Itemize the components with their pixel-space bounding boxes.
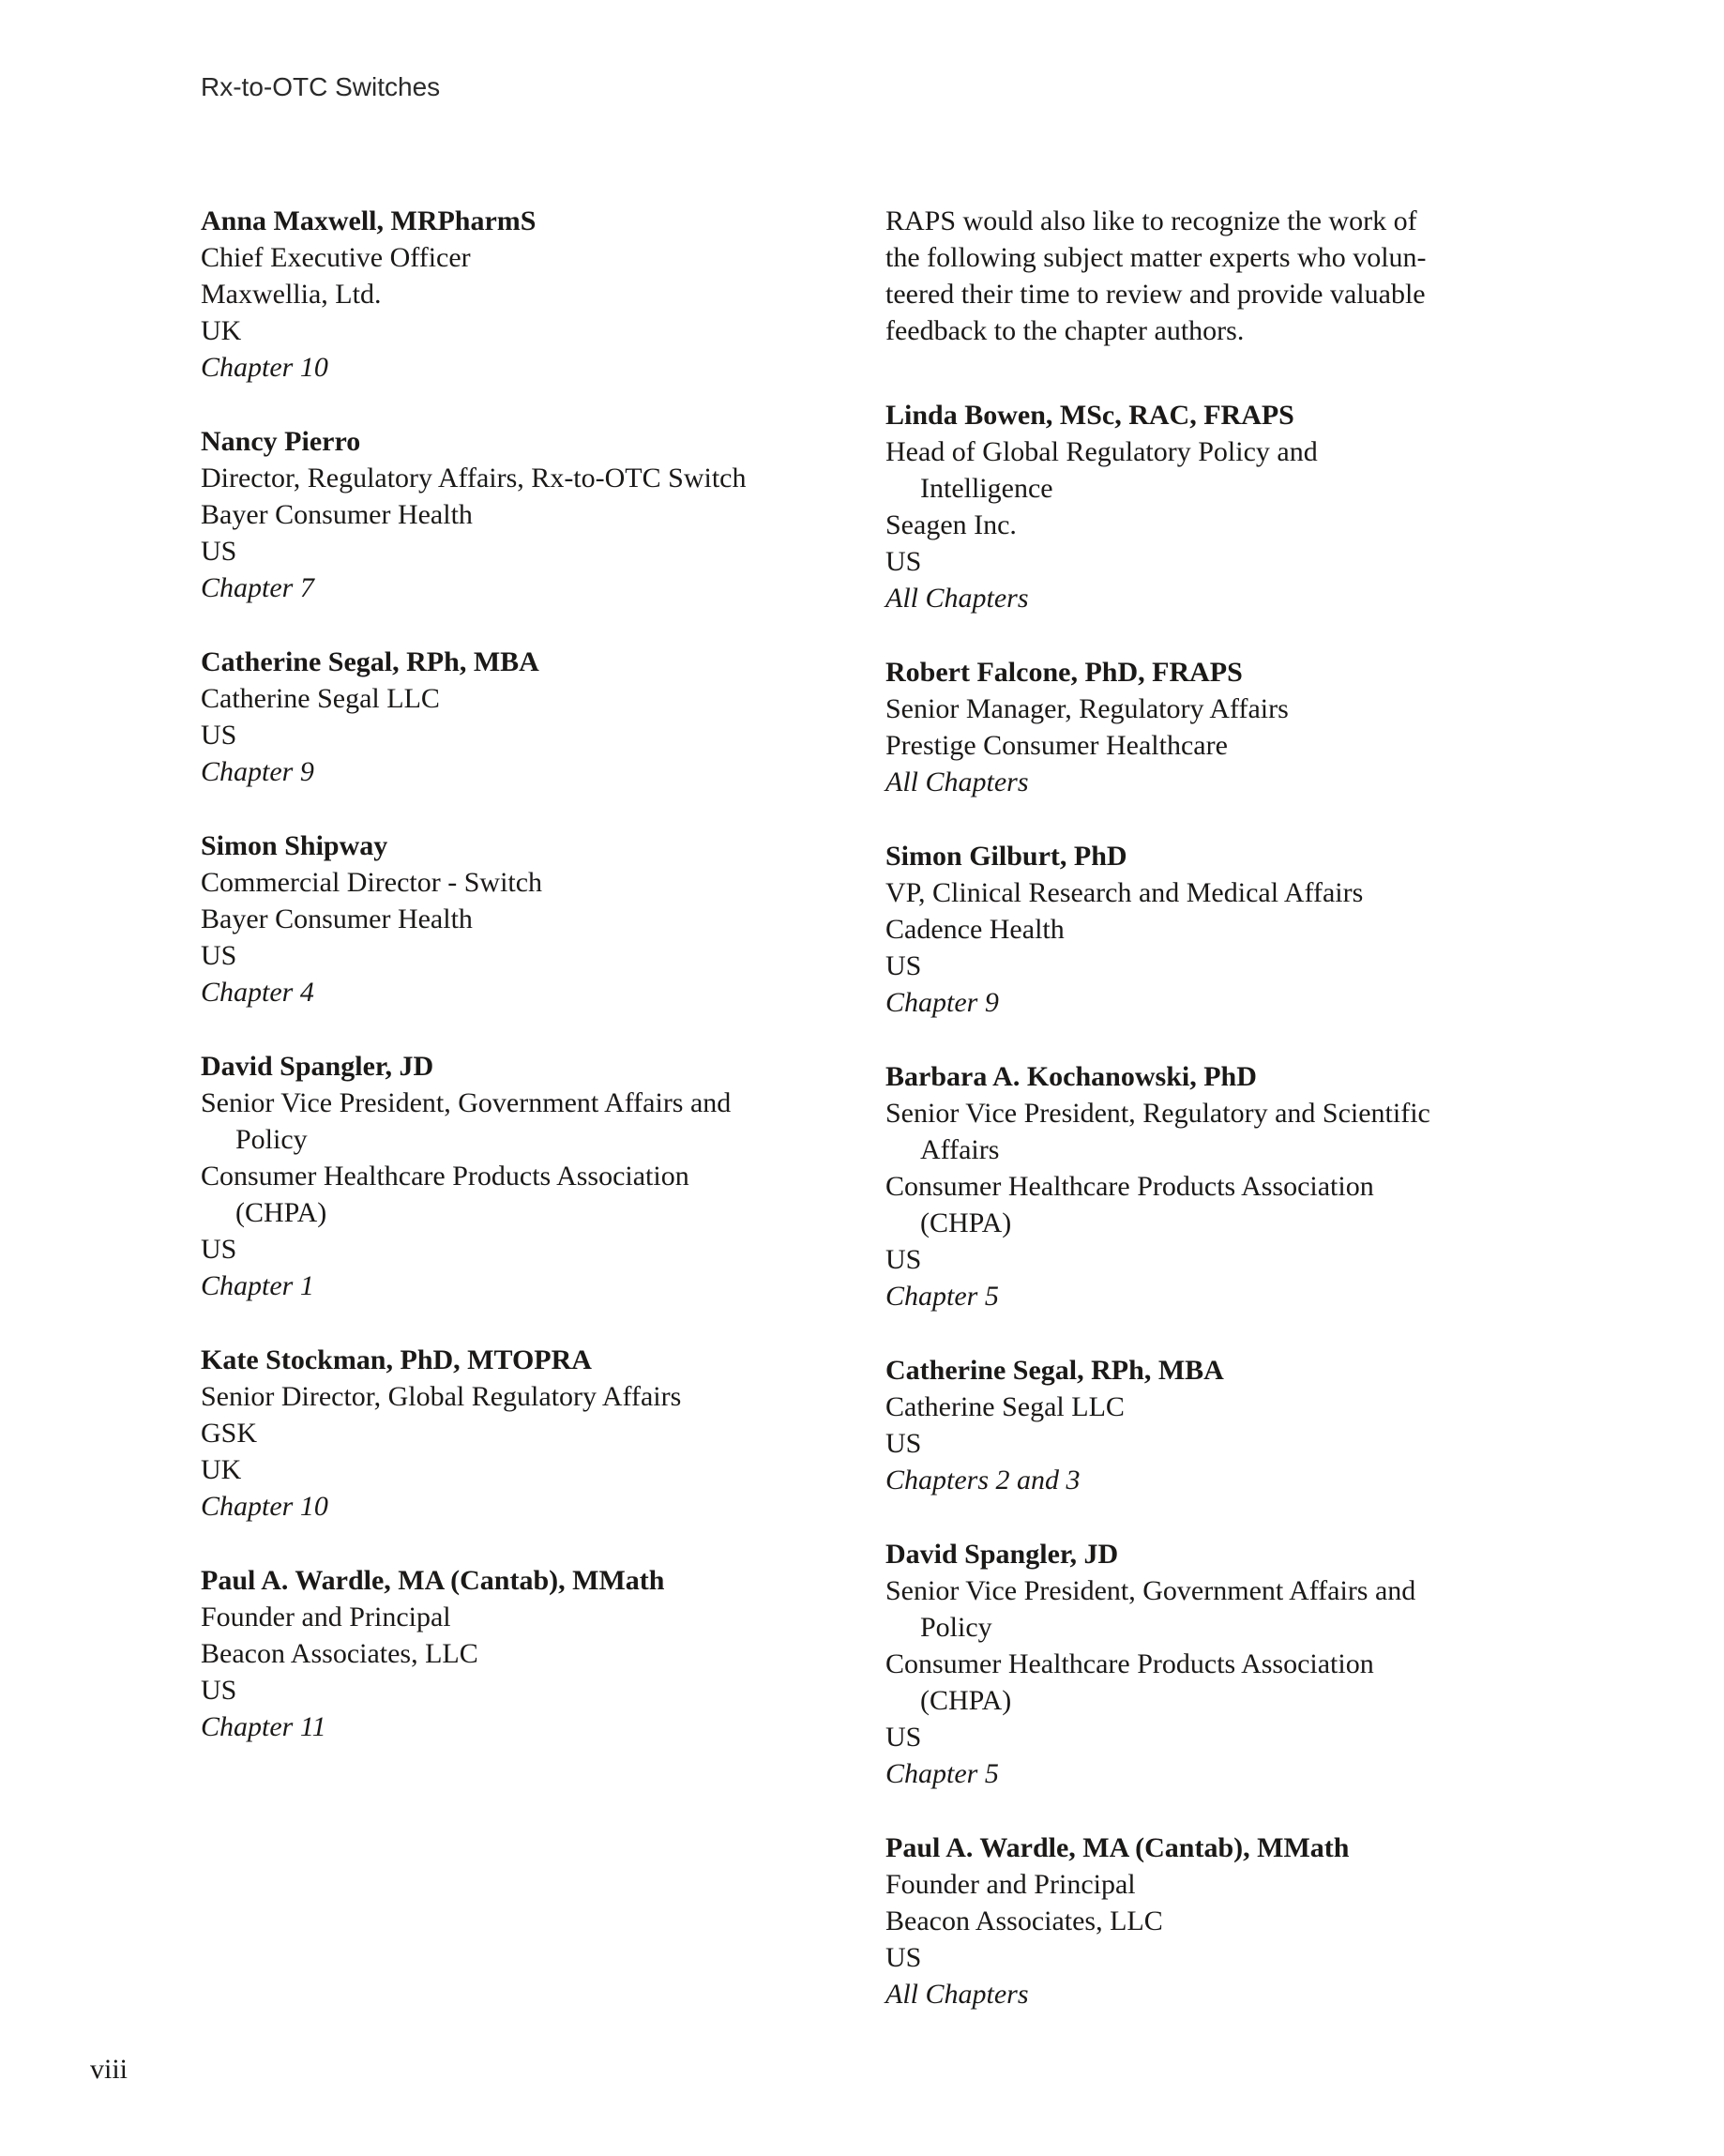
contributor-detail: Bayer Consumer Health bbox=[201, 499, 473, 530]
contributor-detail: UK bbox=[201, 1454, 242, 1485]
contributor-name: Barbara A. Kochanowski, PhD bbox=[885, 1061, 1257, 1092]
contributor-detail: Beacon Associates, LLC bbox=[201, 1638, 478, 1669]
contributor-chapters: Chapters 2 and 3 bbox=[885, 1465, 1081, 1496]
contributor-entry bbox=[885, 654, 1636, 800]
contributor-entry bbox=[201, 423, 872, 606]
contributor-name: David Spangler, JD bbox=[885, 1539, 1119, 1570]
contributor-name: Simon Gilburt, PhD bbox=[885, 841, 1127, 872]
contributor-detail: Policy bbox=[235, 1124, 308, 1155]
contributor-detail: Consumer Healthcare Products Association bbox=[885, 1171, 1374, 1202]
contributor-detail: (CHPA) bbox=[235, 1197, 327, 1228]
contributor-name: Paul A. Wardle, MA (Cantab), MMath bbox=[885, 1832, 1350, 1863]
contributors-column-right bbox=[885, 203, 1636, 2050]
contributor-name: David Spangler, JD bbox=[201, 1051, 434, 1082]
intro-line: RAPS would also like to recognize the work of bbox=[885, 205, 1417, 236]
contributor-name: Linda Bowen, MSc, RAC, FRAPS bbox=[885, 400, 1294, 431]
contributor-detail: Senior Vice President, Government Affairs and bbox=[201, 1087, 732, 1118]
contributor-detail: Affairs bbox=[920, 1134, 1000, 1165]
contributor-detail: Commercial Director - Switch bbox=[201, 867, 543, 898]
contributor-detail: Seagen Inc. bbox=[885, 509, 1017, 540]
contributor-detail: UK bbox=[201, 315, 242, 346]
contributor-entry bbox=[885, 397, 1636, 616]
contributor-name: Nancy Pierro bbox=[201, 426, 361, 457]
contributor-entry bbox=[201, 203, 872, 386]
intro-line: feedback to the chapter authors. bbox=[885, 315, 1245, 346]
contributor-detail: US bbox=[201, 1675, 237, 1706]
contributor-detail: US bbox=[885, 1428, 922, 1459]
contributors-column-left bbox=[201, 203, 872, 1783]
contributor-detail: Consumer Healthcare Products Association bbox=[885, 1648, 1374, 1679]
contributor-detail: US bbox=[201, 940, 237, 971]
contributor-chapters: All Chapters bbox=[885, 767, 1029, 797]
contributor-entry bbox=[201, 1048, 872, 1304]
contributor-chapters: Chapter 9 bbox=[201, 756, 314, 787]
contributor-name: Paul A. Wardle, MA (Cantab), MMath bbox=[201, 1565, 665, 1596]
contributor-detail: GSK bbox=[201, 1418, 258, 1449]
contributor-entry bbox=[885, 838, 1636, 1021]
contributor-chapters: Chapter 11 bbox=[201, 1711, 326, 1742]
contributor-detail: Intelligence bbox=[920, 473, 1053, 504]
contributor-detail: Policy bbox=[920, 1612, 992, 1643]
contributor-detail: Catherine Segal LLC bbox=[201, 683, 440, 714]
contributor-detail: Senior Vice President, Government Affairs and bbox=[885, 1575, 1416, 1606]
contributor-entry bbox=[885, 1058, 1636, 1314]
contributor-name: Anna Maxwell, MRPharmS bbox=[201, 205, 537, 236]
running-header: Rx-to-OTC Switches bbox=[201, 72, 441, 101]
contributor-chapters: Chapter 9 bbox=[885, 987, 999, 1018]
contributor-chapters: Chapter 4 bbox=[201, 977, 314, 1008]
contributor-chapters: All Chapters bbox=[885, 1979, 1029, 2010]
contributor-detail: (CHPA) bbox=[920, 1207, 1012, 1238]
contributor-entry bbox=[201, 644, 872, 790]
contributor-chapters: Chapter 10 bbox=[201, 1491, 328, 1522]
contributor-chapters: All Chapters bbox=[885, 583, 1029, 614]
contributor-chapters: Chapter 7 bbox=[201, 572, 314, 603]
contributor-detail: Senior Vice President, Regulatory and Scientific bbox=[885, 1098, 1430, 1129]
contributor-detail: Beacon Associates, LLC bbox=[885, 1905, 1163, 1936]
contributor-detail: Director, Regulatory Affairs, Rx-to-OTC Switch bbox=[201, 463, 747, 493]
contributor-entry bbox=[885, 1536, 1636, 1792]
contributor-chapters: Chapter 5 bbox=[885, 1758, 999, 1789]
contributor-detail: Founder and Principal bbox=[201, 1602, 451, 1632]
contributor-detail: Prestige Consumer Healthcare bbox=[885, 730, 1228, 761]
contributor-name: Kate Stockman, PhD, MTOPRA bbox=[201, 1344, 592, 1375]
contributor-detail: VP, Clinical Research and Medical Affairs bbox=[885, 877, 1364, 908]
page-number: viii bbox=[90, 2054, 129, 2085]
contributor-detail: US bbox=[885, 1244, 922, 1275]
contributor-detail: (CHPA) bbox=[920, 1685, 1012, 1716]
intro-line: the following subject matter experts who volun- bbox=[885, 242, 1427, 273]
contributor-entry bbox=[885, 1830, 1636, 2012]
contributor-detail: Founder and Principal bbox=[885, 1869, 1136, 1900]
contributor-detail: Chief Executive Officer bbox=[201, 242, 471, 273]
contributor-detail: Cadence Health bbox=[885, 914, 1065, 945]
contributor-detail: Senior Director, Global Regulatory Affairs bbox=[201, 1381, 682, 1412]
contributor-entry bbox=[201, 1342, 872, 1525]
contributor-entry bbox=[201, 1562, 872, 1745]
contributor-detail: US bbox=[201, 1234, 237, 1265]
contributor-detail: US bbox=[201, 720, 237, 751]
contributor-detail: Maxwellia, Ltd. bbox=[201, 279, 382, 310]
contributor-detail: Senior Manager, Regulatory Affairs bbox=[885, 693, 1289, 724]
contributor-name: Catherine Segal, RPh, MBA bbox=[885, 1355, 1224, 1386]
contributor-detail: US bbox=[885, 1722, 922, 1753]
contributor-chapters: Chapter 1 bbox=[201, 1270, 314, 1301]
contributor-name: Simon Shipway bbox=[201, 830, 388, 861]
contributor-detail: US bbox=[885, 546, 922, 577]
reviewers-intro bbox=[885, 203, 1636, 349]
contributor-name: Robert Falcone, PhD, FRAPS bbox=[885, 657, 1243, 688]
contributor-chapters: Chapter 5 bbox=[885, 1281, 999, 1312]
intro-line: teered their time to review and provide valuable bbox=[885, 279, 1426, 310]
contributor-entry bbox=[201, 827, 872, 1010]
contributor-entry bbox=[885, 1352, 1636, 1498]
contributor-name: Catherine Segal, RPh, MBA bbox=[201, 646, 539, 677]
contributor-detail: US bbox=[885, 950, 922, 981]
contributor-detail: US bbox=[201, 536, 237, 567]
contributor-detail: Catherine Segal LLC bbox=[885, 1391, 1125, 1422]
contributor-detail: US bbox=[885, 1942, 922, 1973]
contributor-chapters: Chapter 10 bbox=[201, 352, 328, 383]
contributor-detail: Bayer Consumer Health bbox=[201, 903, 473, 934]
contributor-detail: Consumer Healthcare Products Association bbox=[201, 1161, 689, 1192]
contributor-detail: Head of Global Regulatory Policy and bbox=[885, 436, 1318, 467]
